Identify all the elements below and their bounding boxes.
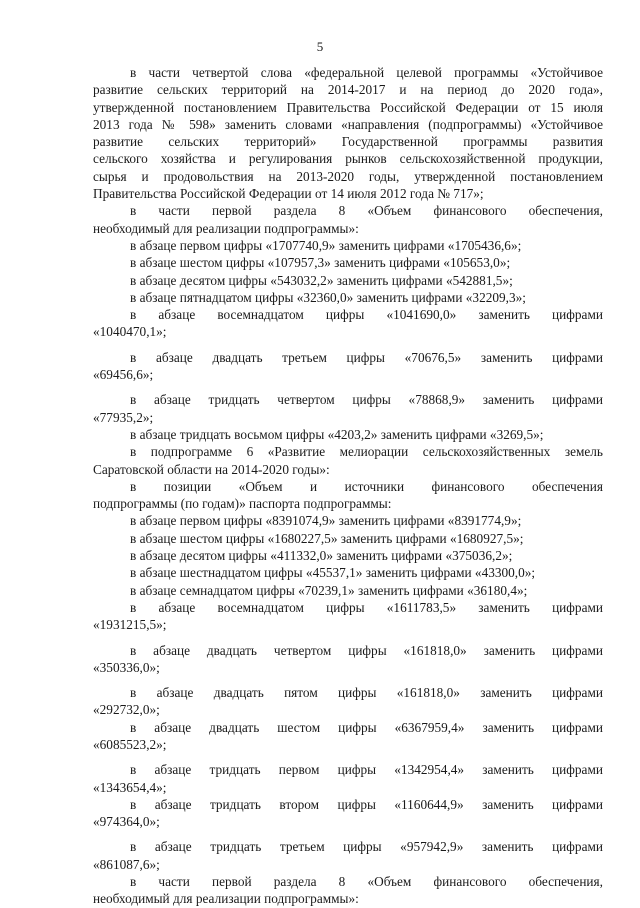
- text-line: в абзаце двадцать третьем цифры «70676,5» заменить цифрами: [130, 349, 603, 365]
- line-gap: [93, 676, 603, 684]
- text-line: в части первой раздела 8 «Объем финансового обеспечения,: [130, 874, 603, 890]
- text-line: в абзаце пятнадцатом цифры «32360,0» заменить цифрами «32209,3»;: [130, 289, 526, 305]
- text-line: необходимый для реализации подпрограммы»:: [93, 891, 359, 907]
- text-line: в абзаце тридцать восьмом цифры «4203,2» заменить цифрами «3269,5»;: [130, 426, 544, 442]
- text-line: сырья и продовольствия на 2013-2020 годы, утвержденной постановлением: [93, 168, 603, 184]
- text-line: в подпрограмме 6 «Развитие мелиорации сельскохозяйственных земель: [130, 444, 603, 460]
- line-gap: [93, 341, 603, 349]
- text-line: необходимый для реализации подпрограммы»:: [93, 220, 359, 236]
- text-line: развитие сельских территорий на 2014-2017 и на период до 2020 года»,: [93, 82, 603, 98]
- text-line: в абзаце восемнадцатом цифры «1041690,0» заменить цифрами: [130, 307, 603, 323]
- text-line: в абзаце тридцать втором цифры «1160644,9» заменить цифрами: [130, 796, 603, 812]
- page-number: 5: [316, 39, 324, 54]
- line-gap: [93, 383, 603, 391]
- text-line: развитие сельских территорий» Государственной программы развития: [93, 134, 603, 150]
- text-line: в позиции «Объем и источники финансового обеспечения: [130, 478, 603, 494]
- text-line: Саратовской области на 2014-2020 годы»:: [93, 461, 330, 477]
- text-line: «1343654,4»;: [93, 779, 167, 795]
- text-line: в абзаце двадцать шестом цифры «6367959,4» заменить цифрами: [130, 719, 603, 735]
- text-line: в части четвертой слова «федеральной целевой программы «Устойчивое: [130, 65, 603, 80]
- line-gap: [93, 634, 603, 642]
- text-line: «77935,2»;: [93, 409, 154, 425]
- text-line: в абзаце семнадцатом цифры «70239,1» заменить цифрами «36180,4»;: [130, 582, 528, 598]
- text-line: в абзаце шестом цифры «1680227,5» заменить цифрами «1680927,5»;: [130, 530, 524, 546]
- text-line: в абзаце двадцать пятом цифры «161818,0» заменить цифрами: [130, 685, 603, 701]
- text-line: в абзаце тридцать четвертом цифры «78868,9» заменить цифрами: [130, 392, 603, 408]
- text-line: «861087,6»;: [93, 856, 160, 872]
- text-line: Правительства Российской Федерации от 14 июля 2012 года № 717»;: [93, 186, 484, 202]
- text-line: в абзаце первом цифры «1707740,9» заменить цифрами «1705436,6»;: [130, 237, 522, 253]
- text-line: «69456,6»;: [93, 367, 154, 383]
- text-line: «292732,0»;: [93, 702, 160, 718]
- text-line: «1040470,1»;: [93, 324, 167, 340]
- text-line: в абзаце шестом цифры «107957,3» заменить цифрами «105653,0»;: [130, 255, 511, 271]
- text-line: в абзаце десятом цифры «543032,2» заменить цифрами «542881,5»;: [130, 272, 513, 288]
- text-line: в абзаце десятом цифры «411332,0» заменить цифрами «375036,2»;: [130, 548, 513, 564]
- text-line: утвержденной постановлением Правительства Российской Федерации от 15 июля: [93, 99, 603, 115]
- text-line: «6085523,2»;: [93, 736, 167, 752]
- text-line: в абзаце шестнадцатом цифры «45537,1» заменить цифрами «43300,0»;: [130, 565, 536, 581]
- text-line: в абзаце восемнадцатом цифры «1611783,5» заменить цифрами: [130, 599, 603, 615]
- text-line: «1931215,5»;: [93, 617, 167, 633]
- line-gap: [93, 830, 603, 838]
- text-line: «974364,0»;: [93, 814, 160, 830]
- text-line: в абзаце тридцать первом цифры «1342954,4» заменить цифрами: [130, 762, 603, 778]
- text-line: 2013 года № 598» заменить словами «направления (подпрограммы) «Устойчивое: [93, 116, 603, 132]
- text-line: подпрограммы (по годам)» паспорта подпрограммы:: [93, 496, 392, 512]
- text-line: в абзаце первом цифры «8391074,9» заменить цифрами «8391774,9»;: [130, 513, 522, 529]
- text-line: «350336,0»;: [93, 659, 160, 675]
- line-gap: [93, 753, 603, 761]
- text-line: в абзаце тридцать третьем цифры «957942,9» заменить цифрами: [130, 839, 603, 855]
- text-line: в абзаце двадцать четвертом цифры «161818,0» заменить цифрами: [130, 642, 603, 658]
- text-line: в части первой раздела 8 «Объем финансового обеспечения,: [130, 203, 603, 219]
- document-body: [93, 64, 603, 908]
- text-line: сельского хозяйства и регулирования рынков сельскохозяйственной продукции,: [93, 151, 603, 167]
